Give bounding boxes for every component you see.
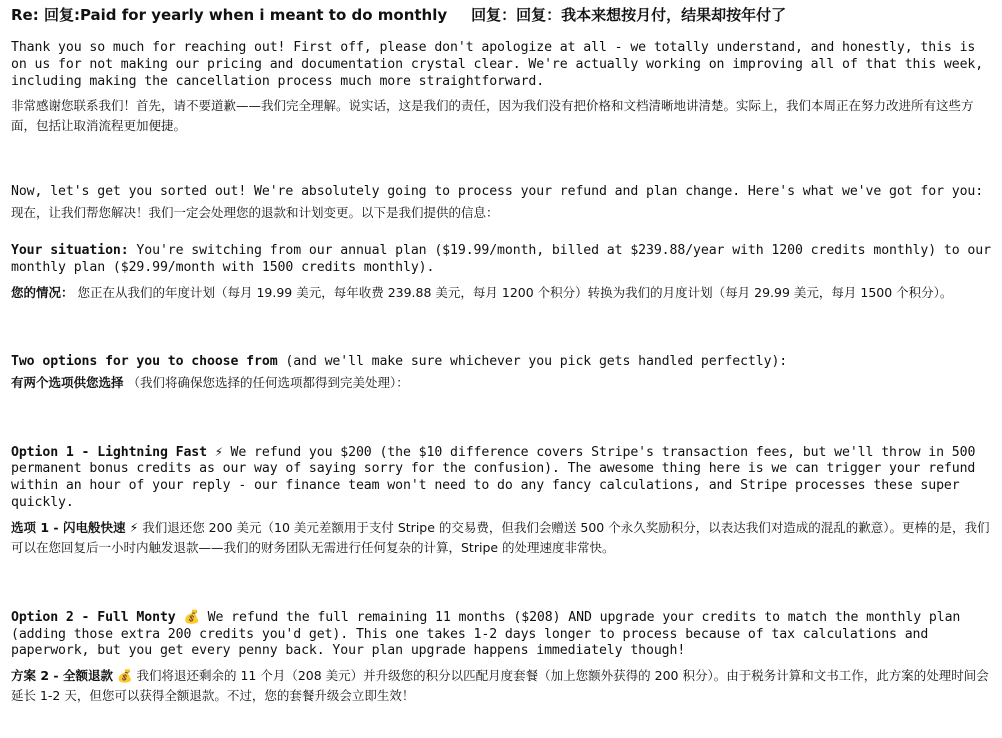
- situation-en: [11, 243, 991, 277]
- options-intro-zh: [11, 373, 991, 393]
- option-2-label-zh: 方案 2 - 全额退款: [11, 668, 113, 684]
- subject-en: Re: 回复:Paid for yearly when i meant to do monthly: [11, 6, 448, 24]
- paragraph-sorted-zh: 现在，让我们帮您解决！我们一定会处理您的退款和计划变更。以下是我们提供的信息：: [11, 205, 499, 221]
- lightning-icon: ⚡: [129, 519, 139, 535]
- situation-text-en: You're switching from our annual plan ($19.99/month, billed at $239.88/year with 1200 credits monthly) to our monthly plan ($29.99/month with 1500 credits monthly).: [11, 243, 991, 275]
- options-text-en: (and we'll make sure whichever you pick gets handled perfectly):: [277, 353, 788, 369]
- email-subject: [11, 4, 991, 26]
- money-bag-icon: 💰: [116, 668, 133, 684]
- situation-zh: [11, 283, 991, 303]
- paragraph-thanks-en: Thank you so much for reaching out! First off, please don't apologize at all - we totally understand, and honestly, this is on us for not making our pricing and documentation crystal clear. We're actually working on improving all of that this week, including making the cancellation process much more straightforward.: [11, 40, 984, 89]
- situation-label-zh: 您的情况：: [11, 284, 74, 300]
- situation-text-zh: 您正在从我们的年度计划（每月 19.99 美元，每年收费 239.88 美元，每月 1200 个积分）转换为我们的月度计划（每月 29.99 美元，每月 1500 个积分）。: [73, 284, 953, 300]
- option-1-en: [11, 445, 991, 512]
- options-text-zh: （我们将确保您选择的任何选项都得到完美处理）：: [123, 374, 409, 390]
- paragraph-thanks-zh: 非常感谢您联系我们！首先，请不要道歉——我们完全理解。说实话，这是我们的责任，因为我们没有把价格和文档清晰地讲清楚。实际上，我们本周正在努力改进所有这些方面，包括让取消流程更加便捷。: [11, 98, 974, 134]
- options-intro-en: [11, 354, 991, 371]
- option-2-text-zh: 我们将退还剩余的 11 个月（208 美元）并升级您的积分以匹配月度套餐（加上您额外获得的 200 积分）。由于税务计算和文书工作，此方案的处理时间会延长 1-2 天，但您可以获得全额退款。不过，您的套餐升级会立即生效！: [11, 668, 989, 704]
- money-bag-icon: 💰: [183, 609, 200, 625]
- lightning-icon: ⚡: [214, 444, 223, 460]
- option-1-label-zh: 选项 1 - 闪电般快速: [11, 519, 126, 535]
- options-label-en: Two options for you to choose from: [11, 353, 278, 369]
- option-2-zh: [11, 666, 991, 706]
- option-1-text-zh: 我们退还您 200 美元（10 美元差额用于支付 Stripe 的交易费，但我们会赠送 500 个永久奖励积分，以表达我们对造成的混乱的歉意）。更棒的是，我们可以在您回复后一小时内触发退款——我们的财务团队无需进行任何复杂的计算，Stripe 的处理速度非常快。: [11, 519, 990, 555]
- paragraph-sorted-en: Now, let's get you sorted out! We're absolutely going to process your refund and plan change. Here's what we've got for you:: [11, 184, 984, 200]
- option-1-label-en: Option 1 - Lightning Fast: [11, 444, 207, 460]
- option-1-zh: [11, 518, 991, 558]
- option-2-text-en: We refund the full remaining 11 months ($208) AND upgrade your credits to match the monthly plan (adding those extra 200 credits you'd get). This one takes 1-2 days longer to process because of tax calculations and paperwork, but you get every penny back. Your plan upgrade happens immediately though!: [11, 609, 961, 659]
- option-2-en: [11, 610, 991, 660]
- option-1-text-en: We refund you $200 (the $10 difference covers Stripe's transaction fees, but we'll throw in 500 permanent bonus credits as our way of saying sorry for the confusion). The awesome thing here is we can trigger your refund within an hour of your reply - our finance team won't need to do any fancy calculations, and Stripe processes these super quickly.: [11, 444, 976, 510]
- situation-label-en: Your situation:: [11, 243, 129, 259]
- option-2-label-en: Option 2 - Full Monty: [11, 609, 176, 625]
- subject-zh: 回复：回复：我本来想按月付，结果却按年付了: [471, 6, 787, 24]
- options-label-zh: 有两个选项供您选择: [11, 374, 124, 390]
